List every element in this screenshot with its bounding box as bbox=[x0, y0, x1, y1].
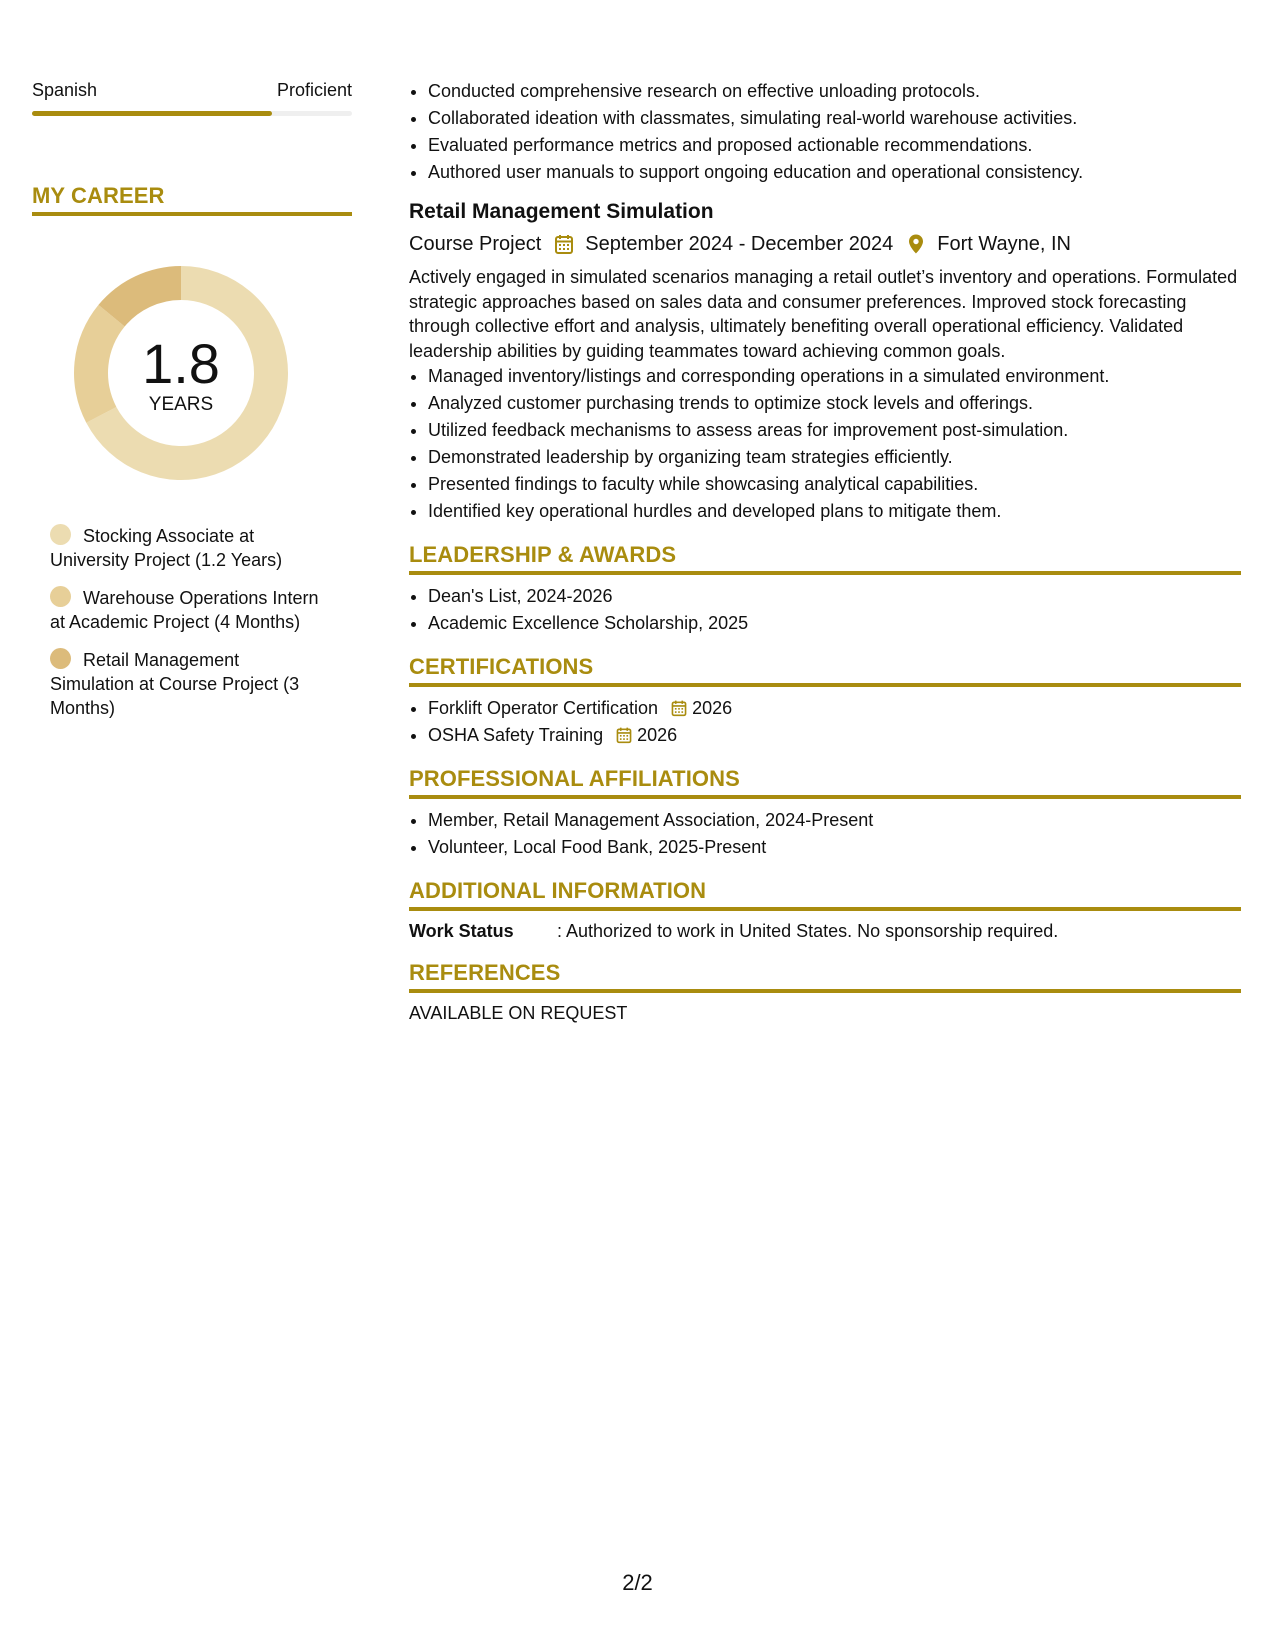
references-text: AVAILABLE ON REQUEST bbox=[409, 1003, 628, 1023]
work-status-row bbox=[409, 919, 1241, 943]
list-item bbox=[428, 695, 1241, 722]
legend-dot bbox=[50, 524, 71, 545]
additional-info-section-title: ADDITIONAL INFORMATION bbox=[409, 877, 1241, 911]
affiliations-list bbox=[409, 807, 1241, 861]
certifications-section-title: CERTIFICATIONS bbox=[409, 653, 1241, 687]
calendar-icon bbox=[553, 233, 575, 255]
work-status-label: Work Status bbox=[409, 921, 514, 941]
legend-item bbox=[50, 524, 320, 572]
language-proficiency-fill bbox=[32, 111, 272, 116]
legend-label: Warehouse Operations Intern at Academic Project (4 Months) bbox=[50, 588, 319, 632]
language-row bbox=[32, 78, 352, 102]
map-pin-icon bbox=[905, 233, 927, 255]
calendar-icon bbox=[615, 726, 633, 744]
job-description: Actively engaged in simulated scenarios managing a retail outlet’s inventory and operations. Formulated strategic approaches based on sales data and consumer preferences. Improved stock forecasting through collective effort and analysis, ultimately benefiting overall operational efficiency. Validated leadership abilities by guiding teammates toward achieving common goals. bbox=[409, 267, 1238, 361]
leadership-list bbox=[409, 583, 1241, 637]
career-section-title: MY CAREER bbox=[32, 182, 352, 216]
legend-dot bbox=[50, 586, 71, 607]
list-item bbox=[428, 722, 1241, 749]
list-item: • Evaluated performance metrics and proposed actionable recommendations. bbox=[428, 132, 1241, 159]
language-name: Spanish bbox=[32, 80, 98, 100]
job-location: Fort Wayne, IN bbox=[937, 233, 1071, 255]
affiliations-section-title: PROFESSIONAL AFFILIATIONS bbox=[409, 765, 1241, 799]
certifications-list bbox=[409, 695, 1241, 749]
cert-name: OSHA Safety Training bbox=[428, 725, 604, 745]
legend-label: Stocking Associate at University Project (1.2 Years) bbox=[50, 526, 283, 570]
list-item: • Member, Retail Management Association, 2024-Present bbox=[428, 807, 1241, 834]
legend-item bbox=[50, 586, 320, 634]
cert-name: Forklift Operator Certification bbox=[428, 698, 659, 718]
cert-year: 2026 bbox=[692, 698, 733, 718]
job-bullets bbox=[409, 363, 1241, 525]
list-item: • Authored user manuals to support ongoing education and operational consistency. bbox=[428, 159, 1241, 186]
list-item: • Dean's List, 2024-2026 bbox=[428, 583, 1241, 610]
list-item: • Analyzed customer purchasing trends to optimize stock levels and offerings. bbox=[428, 390, 1241, 417]
legend-label: Retail Management Simulation at Course Project (3 Months) bbox=[50, 650, 300, 718]
list-item: • Demonstrated leadership by organizing team strategies efficiently. bbox=[428, 444, 1241, 471]
calendar-icon bbox=[670, 699, 688, 717]
donut-center bbox=[66, 258, 296, 488]
job-dates: September 2024 - December 2024 bbox=[585, 233, 894, 255]
job-meta bbox=[409, 229, 1241, 259]
list-item: • Conducted comprehensive research on effective unloading protocols. bbox=[428, 78, 1241, 105]
list-item: • Presented findings to faculty while showcasing analytical capabilities. bbox=[428, 471, 1241, 498]
career-total-unit: YEARS bbox=[148, 394, 214, 415]
list-item: • Utilized feedback mechanisms to assess areas for improvement post-simulation. bbox=[428, 417, 1241, 444]
job-title: Retail Management Simulation bbox=[409, 200, 714, 223]
list-item: • Managed inventory/listings and corresponding operations in a simulated environment. bbox=[428, 363, 1241, 390]
language-proficiency-bar bbox=[32, 111, 352, 116]
list-item: • Volunteer, Local Food Bank, 2025-Present bbox=[428, 834, 1241, 861]
sidebar bbox=[32, 78, 352, 734]
legend-item bbox=[50, 648, 320, 720]
references-section-title: REFERENCES bbox=[409, 959, 1241, 993]
list-item: • Collaborated ideation with classmates, simulating real-world warehouse activities. bbox=[428, 105, 1241, 132]
legend-dot bbox=[50, 648, 71, 669]
work-status-value: : Authorized to work in United States. No sponsorship required. bbox=[557, 921, 1059, 941]
list-item: • Identified key operational hurdles and developed plans to mitigate them. bbox=[428, 498, 1241, 525]
leadership-section-title: LEADERSHIP & AWARDS bbox=[409, 541, 1241, 575]
page-number: 2/2 bbox=[622, 1570, 653, 1595]
main-content bbox=[409, 78, 1241, 1025]
career-donut-chart bbox=[66, 258, 296, 488]
cert-year: 2026 bbox=[637, 725, 678, 745]
career-total-years: 1.8 bbox=[142, 332, 220, 395]
previous-job-bullets bbox=[409, 78, 1241, 186]
career-legend bbox=[50, 524, 352, 720]
list-item: • Academic Excellence Scholarship, 2025 bbox=[428, 610, 1241, 637]
language-level: Proficient bbox=[276, 80, 352, 100]
job-company: Course Project bbox=[409, 233, 542, 255]
